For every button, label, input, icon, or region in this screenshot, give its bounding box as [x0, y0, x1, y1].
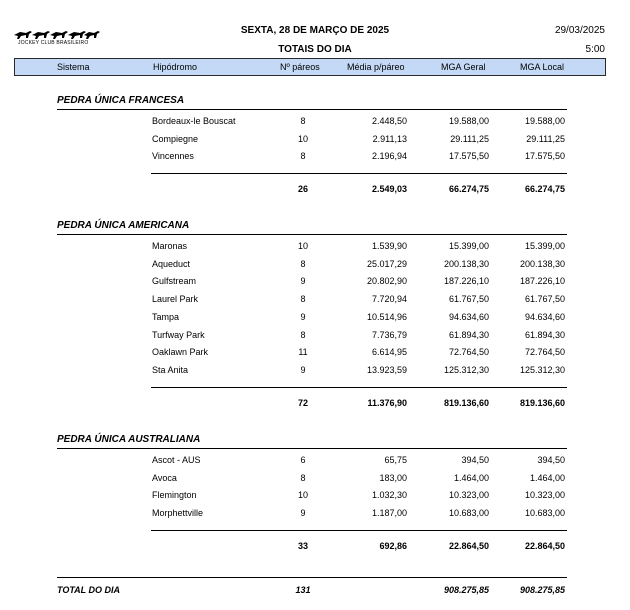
npareos-cell: 9: [300, 508, 306, 519]
media-cell: 10.514,96: [366, 311, 407, 322]
hipodromo-cell: Tampa: [152, 311, 180, 322]
subtotal-mga-geral: 66.274,75: [448, 184, 489, 195]
mga-geral-cell: 72.764,50: [448, 347, 489, 358]
table-row: [0, 508, 630, 524]
hipodromo-cell: Bordeaux-le Bouscat: [152, 116, 236, 126]
subtotal-media: 11.376,90: [367, 397, 407, 408]
mga-geral-cell: 29.111,25: [450, 133, 489, 144]
total-label: TOTAL DO DIA: [57, 585, 120, 595]
mga-geral-cell: 187.226,10: [443, 276, 489, 287]
npareos-cell: 8: [300, 151, 306, 162]
section-divider: [57, 109, 567, 110]
media-cell: 65,75: [384, 455, 407, 465]
subtotal-divider: [151, 387, 567, 388]
npareos-cell: 10: [297, 133, 308, 144]
hipodromo-cell: Compiegne: [152, 133, 199, 144]
mga-local-cell: 187.226,10: [519, 276, 565, 287]
mga-geral-cell: 10.683,00: [448, 508, 489, 519]
media-cell: 20.802,90: [366, 276, 407, 287]
section-divider: [57, 234, 567, 235]
media-cell: 2.448,50: [371, 116, 407, 126]
table-row: [0, 330, 630, 346]
hipodromo-cell: Vincennes: [152, 151, 194, 162]
mga-local-cell: 72.764,50: [524, 347, 565, 358]
mga-geral-cell: 1.464,00: [453, 472, 489, 483]
subtotal-mga-geral: 22.864,50: [448, 540, 489, 551]
section-title: PEDRA ÚNICA FRANCESA: [57, 95, 185, 106]
hipodromo-cell: Aqueduct: [152, 258, 191, 269]
media-cell: 25.017,29: [366, 258, 407, 269]
mga-geral-cell: 17.575,50: [448, 151, 489, 162]
report-date: 29/03/2025: [554, 25, 605, 36]
report-title: SEXTA, 28 DE MARÇO DE 2025: [240, 25, 390, 36]
media-cell: 6.614,95: [371, 347, 407, 358]
subtotal-mga-local: 22.864,50: [524, 540, 565, 551]
hipodromo-cell: Turfway Park: [152, 329, 205, 340]
mga-local-cell: 17.575,50: [524, 151, 565, 162]
col-sistema: Sistema: [57, 62, 90, 72]
subtotal-row: [0, 184, 630, 200]
hipodromo-cell: Maronas: [152, 241, 188, 251]
mga-local-cell: 10.323,00: [524, 490, 565, 501]
table-row: [0, 276, 630, 292]
subtotal-media: 2.549,03: [371, 184, 407, 195]
col-media: Média p/páreo: [347, 62, 405, 72]
npareos-cell: 8: [300, 329, 306, 340]
hipodromo-cell: Gulfstream: [152, 276, 197, 287]
hipodromo-cell: Ascot - AUS: [152, 455, 201, 465]
npareos-cell: 9: [300, 276, 306, 287]
subtotal-media: 692,86: [379, 540, 407, 551]
table-row: [0, 455, 630, 471]
hipodromo-cell: Oaklawn Park: [152, 347, 209, 358]
table-row: [0, 241, 630, 257]
total-mga-geral: 908.275,85: [443, 585, 489, 595]
col-hipodromo: Hipódromo: [153, 62, 198, 72]
mga-local-cell: 19.588,00: [524, 116, 565, 126]
mga-local-cell: 10.683,00: [524, 508, 565, 519]
npareos-cell: 6: [300, 455, 306, 465]
table-row: [0, 259, 630, 275]
mga-local-cell: 61.894,30: [524, 329, 565, 340]
subtotal-divider: [151, 173, 567, 174]
col-npareos: Nº páreos: [280, 62, 320, 72]
mga-local-cell: 200.138,30: [519, 258, 565, 269]
media-cell: 1.032,30: [371, 490, 407, 501]
mga-geral-cell: 125.312,30: [443, 364, 489, 375]
table-row: [0, 134, 630, 150]
npareos-cell: 10: [297, 241, 308, 251]
hipodromo-cell: Flemington: [152, 490, 197, 501]
media-cell: 13.923,59: [366, 364, 407, 375]
npareos-cell: 11: [298, 347, 308, 358]
column-header-bar: [14, 58, 606, 76]
report-time: 5:00: [585, 44, 605, 55]
media-cell: 1.187,00: [371, 508, 407, 519]
subtotal-npareos: 72: [297, 397, 308, 408]
table-row: [0, 312, 630, 328]
table-row: [0, 347, 630, 363]
logo-caption: JOCKEY CLUB BRASILEIRO: [18, 40, 89, 46]
subtotal-mga-geral: 819.136,60: [443, 397, 489, 408]
mga-local-cell: 61.767,50: [524, 294, 565, 305]
subtotal-mga-local: 66.274,75: [524, 184, 565, 195]
mga-geral-cell: 200.138,30: [443, 258, 489, 269]
npareos-cell: 8: [300, 116, 306, 126]
table-row: [0, 365, 630, 381]
mga-geral-cell: 19.588,00: [448, 116, 489, 126]
mga-geral-cell: 94.634,60: [448, 311, 489, 322]
npareos-cell: 8: [300, 472, 306, 483]
mga-geral-cell: 61.894,30: [448, 329, 489, 340]
media-cell: 2.196,94: [371, 151, 407, 162]
section-title: PEDRA ÚNICA AUSTRALIANA: [57, 434, 201, 445]
table-row: [0, 151, 630, 167]
mga-geral-cell: 61.767,50: [448, 294, 489, 305]
table-row: [0, 473, 630, 489]
npareos-cell: 9: [300, 311, 306, 322]
media-cell: 7.720,94: [371, 294, 407, 305]
hipodromo-cell: Morphettville: [152, 508, 204, 519]
section-divider: [57, 448, 567, 449]
total-mga-local: 908.275,85: [519, 585, 565, 595]
mga-local-cell: 394,50: [537, 455, 565, 465]
npareos-cell: 8: [300, 258, 306, 269]
subtotal-row: [0, 398, 630, 414]
media-cell: 2.911,13: [372, 133, 407, 144]
subtotal-npareos: 33: [297, 540, 308, 551]
mga-geral-cell: 394,50: [461, 455, 489, 465]
media-cell: 1.539,90: [371, 241, 407, 251]
mga-geral-cell: 10.323,00: [448, 490, 489, 501]
npareos-cell: 8: [300, 294, 306, 305]
mga-local-cell: 94.634,60: [524, 311, 565, 322]
total-npareos: 131: [295, 585, 311, 595]
report-subtitle: TOTAIS DO DIA: [278, 44, 352, 55]
col-mga-geral: MGA Geral: [441, 62, 486, 72]
mga-local-cell: 15.399,00: [524, 241, 565, 251]
media-cell: 183,00: [379, 472, 407, 483]
media-cell: 7.736,79: [371, 329, 407, 340]
hipodromo-cell: Sta Anita: [152, 364, 189, 375]
mga-geral-cell: 15.399,00: [448, 241, 489, 251]
npareos-cell: 10: [297, 490, 308, 501]
section-title: PEDRA ÚNICA AMERICANA: [57, 220, 190, 231]
subtotal-mga-local: 819.136,60: [519, 397, 565, 408]
hipodromo-cell: Avoca: [152, 472, 177, 483]
subtotal-row: [0, 541, 630, 557]
npareos-cell: 9: [300, 364, 306, 375]
mga-local-cell: 125.312,30: [519, 364, 565, 375]
mga-local-cell: 29.111,25: [526, 133, 565, 144]
col-mga-local: MGA Local: [520, 62, 565, 72]
total-divider: [57, 577, 567, 578]
table-row: [0, 294, 630, 310]
mga-local-cell: 1.464,00: [529, 472, 565, 483]
subtotal-npareos: 26: [297, 184, 308, 195]
hipodromo-cell: Laurel Park: [152, 294, 199, 305]
subtotal-divider: [151, 530, 567, 531]
table-row: [0, 490, 630, 506]
table-row: [0, 116, 630, 132]
